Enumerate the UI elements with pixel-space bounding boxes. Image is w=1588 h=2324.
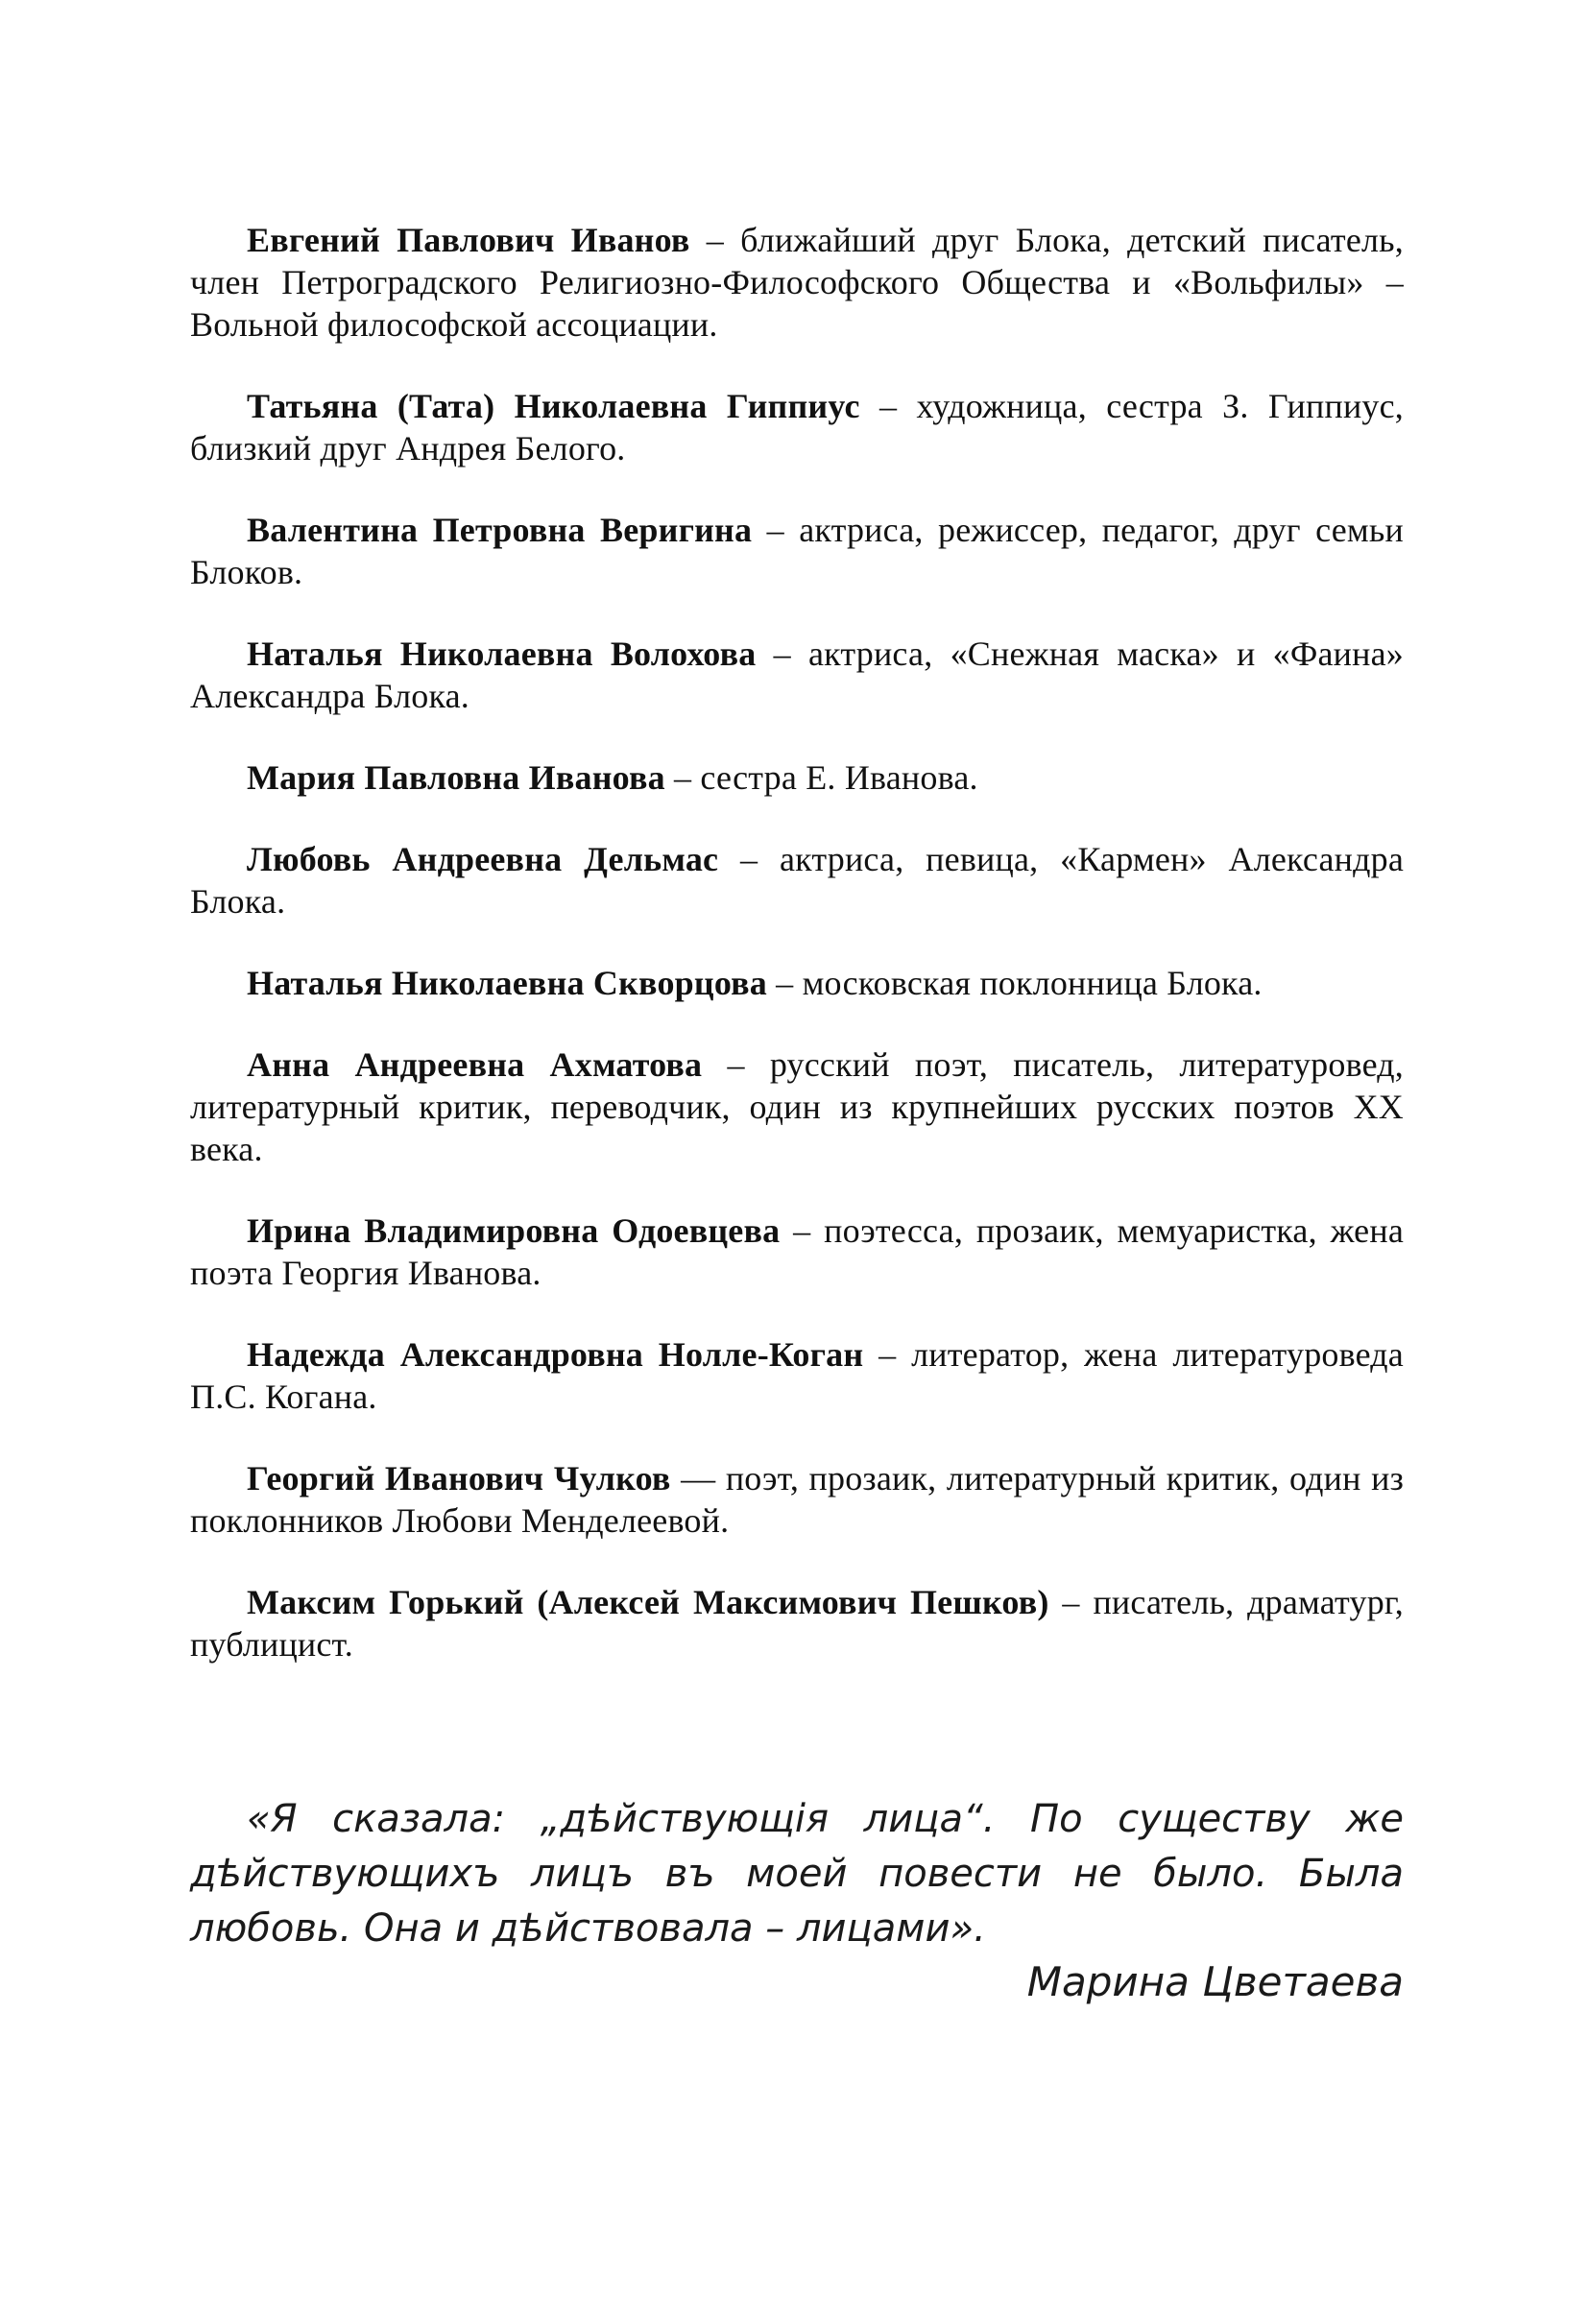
character-name: Наталья Николаевна Волохова xyxy=(247,635,757,673)
character-description: — поэт, прозаик, литературный критик, один из поклонников Любови Менделеевой. xyxy=(190,1459,1405,1540)
list-item xyxy=(190,385,1404,469)
character-name: Любовь Андреевна Дельмас xyxy=(247,840,719,878)
character-description: – поэтесса, прозаик, мемуаристка, жена поэта Георгия Иванова. xyxy=(190,1211,1404,1292)
character-description: – литератор, жена литературоведа П.С. Когана. xyxy=(190,1335,1404,1416)
character-description: – актриса, режиссер, педагог, друг семьи Блоков. xyxy=(190,511,1404,591)
character-description: – актриса, «Снежная маска» и «Фаина» Александра Блока. xyxy=(190,635,1404,715)
character-description: – ближайший друг Блока, детский писатель, член Петроградского Религиозно-Философского Общества и «Вольфилы» – Вольной философской ассоциации. xyxy=(190,221,1404,344)
character-name: Наталья Николаевна Скворцова xyxy=(247,964,767,1002)
list-item xyxy=(190,838,1404,922)
character-name: Георгий Иванович Чулков xyxy=(247,1459,671,1497)
character-description: – актриса, певица, «Кармен» Александра Блока. xyxy=(190,840,1404,921)
character-description: – русский поэт, писатель, литературовед, литературный критик, переводчик, один из крупнейших русских поэтов XX века. xyxy=(190,1045,1404,1168)
character-name: Надежда Александровна Нолле-Коган xyxy=(247,1335,864,1374)
character-description: – сестра Е. Иванова. xyxy=(664,758,978,797)
list-item xyxy=(190,1581,1404,1665)
epigraph xyxy=(190,1792,1404,1956)
list-item xyxy=(190,1043,1404,1170)
character-description: – московская поклонница Блока. xyxy=(766,964,1263,1002)
character-name: Мария Павловна Иванова xyxy=(247,758,665,797)
list-item xyxy=(190,509,1404,593)
character-name: Максим Горький (Алексей Максимович Пешков) xyxy=(247,1583,1049,1621)
list-item xyxy=(190,962,1404,1004)
epigraph-quote: «Я сказала: „дѣйствующія лица“. По существу же дѣйствующихъ лицъ въ моей повести не было. Была любовь. Она и дѣйствовала – лицами». xyxy=(190,1797,1404,1951)
list-item xyxy=(190,633,1404,717)
character-list xyxy=(190,219,1404,1705)
list-item xyxy=(190,756,1404,799)
character-name: Евгений Павлович Иванов xyxy=(247,221,690,259)
character-name: Валентина Петровна Веригина xyxy=(247,511,753,549)
character-name: Татьяна (Тата) Николаевна Гиппиус xyxy=(247,387,860,425)
list-item xyxy=(190,1457,1404,1542)
list-item xyxy=(190,1210,1404,1294)
character-name: Анна Андреевна Ахматова xyxy=(247,1045,703,1084)
character-name: Ирина Владимировна Одоевцева xyxy=(247,1211,781,1250)
character-description: – писатель, драматург, публицист. xyxy=(190,1583,1405,1664)
epigraph-author: Марина Цветаева xyxy=(1026,1958,1404,2005)
character-description: – художница, сестра З. Гиппиус, близкий друг Андрея Белого. xyxy=(190,387,1404,467)
list-item xyxy=(190,1333,1404,1418)
list-item xyxy=(190,219,1404,346)
